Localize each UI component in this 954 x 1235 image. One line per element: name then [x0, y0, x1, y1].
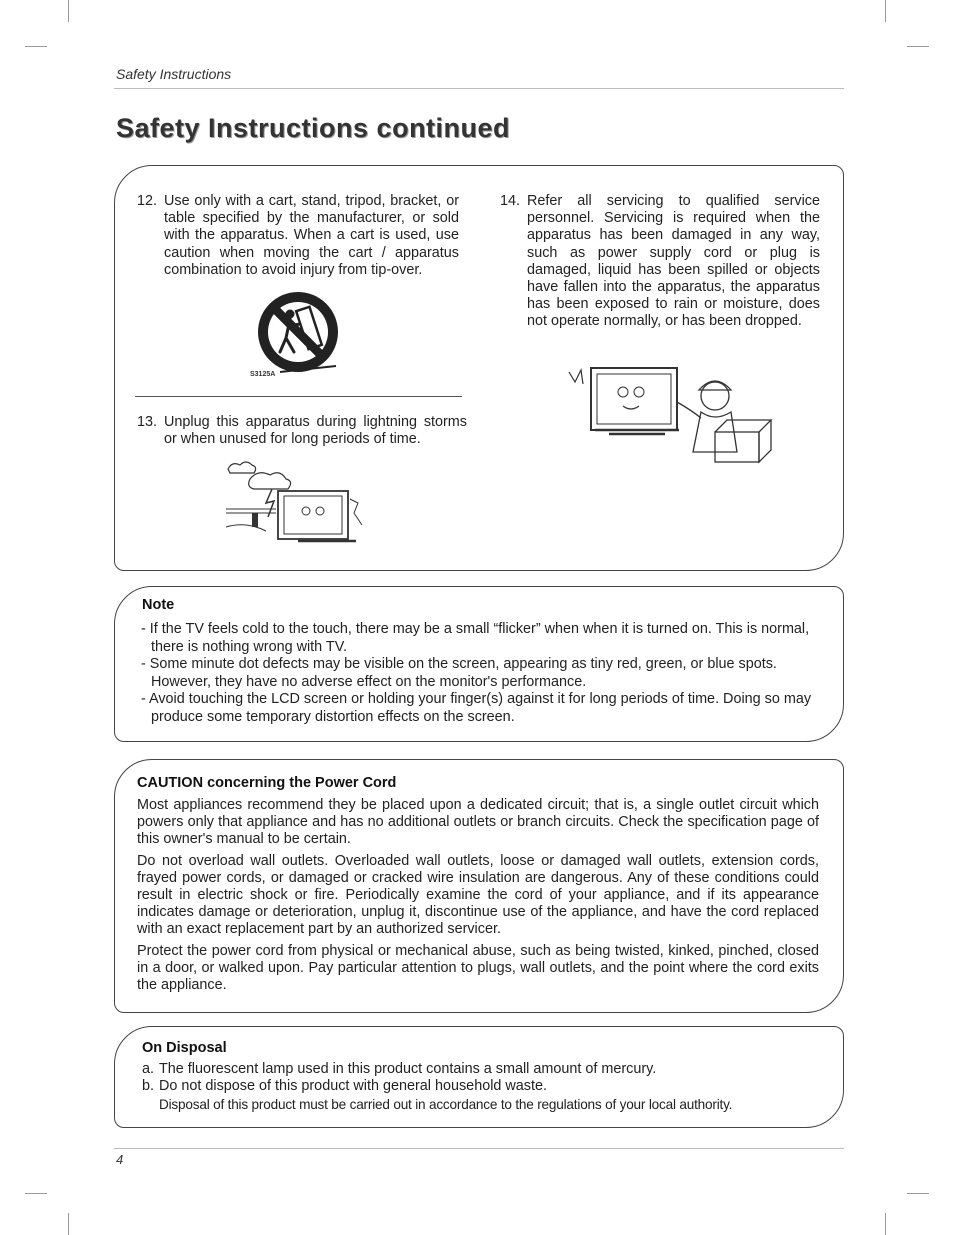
- crop-mark: [907, 1193, 929, 1194]
- crop-mark: [25, 46, 47, 47]
- crop-mark: [25, 1193, 47, 1194]
- item-text: Use only with a cart, stand, tripod, bracket, or table specified by the manufacturer, or sold with the apparatus. When a cart is used, use caution when moving the cart / apparatus combination to avoid injury from tip-over.: [164, 193, 459, 278]
- lightning-storm-tv-illustration: [222, 455, 372, 555]
- safety-item-12: [137, 193, 459, 279]
- page-title: Safety Instructions continued: [116, 113, 511, 143]
- item-number: 13.: [137, 414, 158, 430]
- disposal-item: [142, 1061, 832, 1078]
- item-number: 14.: [500, 193, 521, 209]
- caution-title: CAUTION concerning the Power Cord: [137, 775, 397, 791]
- item-number: 12.: [137, 193, 158, 209]
- safety-item-14: [500, 193, 820, 331]
- note-list: [141, 621, 821, 727]
- page-number: 4: [116, 1152, 124, 1167]
- note-title: Note: [142, 597, 175, 613]
- disposal-sub-text: Disposal of this product must be carried out in accordance to the regulations of your local authority.: [159, 1096, 733, 1112]
- disposal-item: [142, 1078, 832, 1095]
- caution-paragraph: Most appliances recommend they be placed upon a dedicated circuit; that is, a single outlet circuit which powers only that appliance and has no additional outlets or branch circuits. Check the specification page of this owner's manual to be certain.: [137, 797, 819, 848]
- disposal-item-label: a.: [142, 1061, 155, 1077]
- crop-mark: [885, 1213, 886, 1235]
- disposal-item-text: The fluorescent lamp used in this product contains a small amount of mercury.: [159, 1061, 657, 1077]
- caution-paragraph: Do not overload wall outlets. Overloaded wall outlets, loose or damaged wall outlets, extension cords, frayed power cords, or damaged or cracked wire insulation are dangerous. Any of these conditions could result in electric shock or fire. Periodically examine the cord of your appliance, and if its appearance indicates damage or deterioration, unplug it, discontinue use of the appliance, and have the cord replaced with an exact replacement part by an authorized servicer.: [137, 852, 819, 938]
- note-item: - If the TV feels cold to the touch, there may be a small “flicker” when when it is turned on. This is normal, there is nothing wrong with TV.: [141, 621, 810, 655]
- note-item: - Some minute dot defects may be visible on the screen, appearing as tiny red, green, or blue spots. However, they have no adverse effect on the monitor's performance.: [141, 656, 777, 690]
- item-text: Unplug this apparatus during lightning storms or when unused for long periods of time.: [164, 414, 467, 448]
- cart-symbol-code: S3125A: [250, 371, 276, 378]
- crop-mark: [68, 0, 69, 22]
- disposal-item-label: b.: [142, 1078, 155, 1095]
- note-item: - Avoid touching the LCD screen or holding your finger(s) against it for long periods of time. Doing so may produce some temporary distortion effects on the screen.: [141, 691, 812, 725]
- caution-body: [137, 797, 819, 998]
- item-divider: [135, 396, 462, 397]
- crop-mark: [885, 0, 886, 22]
- disposal-title: On Disposal: [142, 1040, 227, 1056]
- caution-paragraph: Protect the power cord from physical or mechanical abuse, such as being twisted, kinked, pinched, closed in a door, or walked upon. Pay particular attention to plugs, wall outlets, and the point where the cord exits the appliance.: [137, 942, 819, 994]
- header-rule: [114, 88, 844, 89]
- crop-mark: [907, 46, 929, 47]
- crop-mark: [68, 1213, 69, 1235]
- disposal-item-text: Do not dispose of this product with general household waste.: [159, 1078, 547, 1095]
- disposal-list: [142, 1061, 832, 1113]
- safety-item-13: [137, 414, 467, 448]
- running-header: Safety Instructions: [116, 66, 232, 82]
- item-text: Refer all servicing to qualified service personnel. Servicing is required when the apparatus has been damaged in any way, such as power supply cord or plug is damaged, liquid has been spilled or objects have fallen into the apparatus, the apparatus has been exposed to rain or moisture, does not operate normally, or has been dropped.: [527, 193, 820, 330]
- service-technician-tv-illustration: [565, 362, 795, 474]
- cart-warning-icon: [250, 288, 346, 380]
- footer-rule: [114, 1148, 844, 1149]
